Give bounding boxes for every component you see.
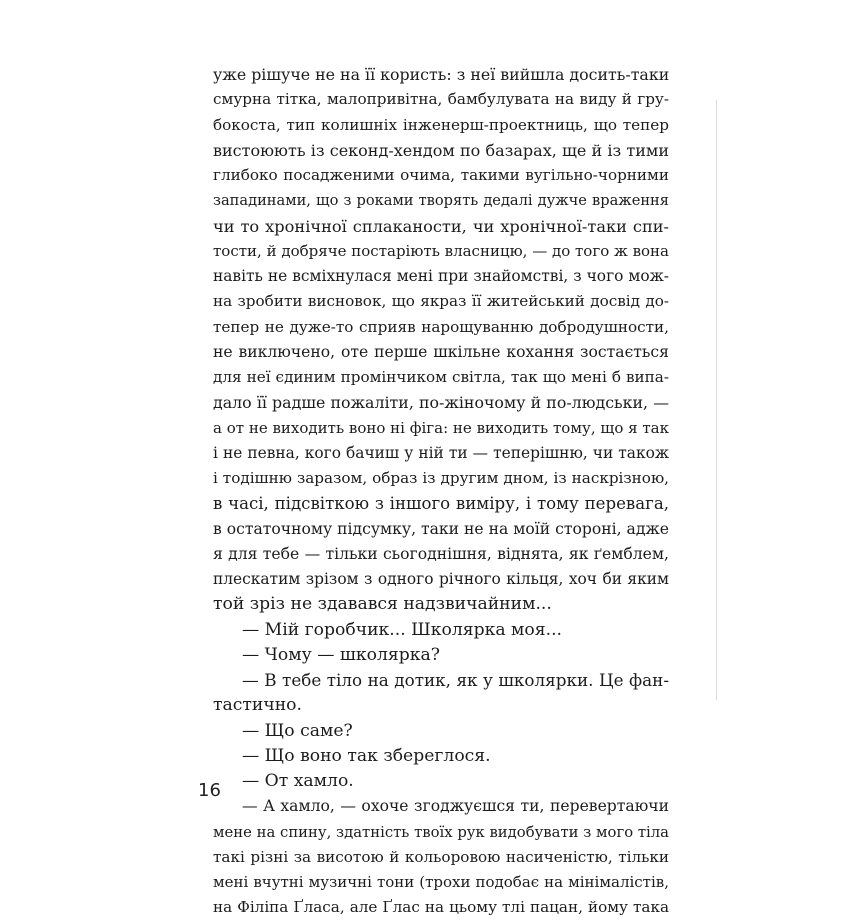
text-line: такі різні за висотою й кольоровою насиченістю, тільки (213, 847, 669, 866)
text-line: в часі, підсвіткою з іншого виміру, і тому перевага, (213, 494, 669, 514)
text-line: мені вчутні музичні тони (трохи подобає на мінімалістів, (213, 873, 669, 891)
text-line: я для тебе — тільки сьогоднішня, віднята, як ґемблем, (213, 544, 669, 563)
dialogue-line: — Чому — школярка? (242, 644, 440, 665)
text-line: і не певна, кого бачиш у ній ти — теперішню, чи також (213, 443, 669, 462)
text-line: для неї єдиним промінчиком світла, так що мені б випа- (213, 368, 669, 386)
dialogue-line: — От хамло. (242, 771, 354, 791)
text-line: уже рішуче не на її користь: з неї вийшла досить-таки (213, 65, 669, 84)
text-line: дало її радше пожаліти, по-жіночому й по-людськи, — (213, 393, 669, 413)
dialogue-line: — Мій горобчик... Школярка моя... (242, 619, 562, 640)
text-line: тепер не дуже-то сприяв нарощуванню добродушности, (213, 317, 669, 336)
text-line: а от не виходить воно ні фіга: не виходить тому, що я так (213, 418, 669, 437)
text-line: навіть не всміхнулася мені при знайомстві, з чого мож- (213, 267, 669, 285)
text-line: в остаточному підсумку, таки не на моїй стороні, адже (213, 519, 669, 538)
dialogue-line: — А хамло, — охоче згоджуєшся ти, перевертаючи (242, 797, 669, 816)
text-line: на зробити висновок, що якраз її житейський досвід до- (213, 292, 669, 311)
body-text (213, 62, 669, 921)
text-line: плескатим зрізом з одного річного кільця, хоч би яким (213, 570, 669, 588)
text-line: той зріз не здавався надзвичайним... (213, 594, 552, 615)
text-line: бокоста, тип колишніх інженерш-проектниць, що тепер (213, 115, 669, 134)
text-line: тастично. (213, 695, 302, 716)
text-line: тости, й добряче постаріють власницю, — до того ж вона (213, 241, 669, 260)
text-line: вистоюють із секонд-хендом по базарах, ще й із тими (213, 140, 669, 160)
scan-gutter-line (716, 100, 717, 700)
dialogue-line: — В тебе тіло на дотик, як у школярки. Це фан- (242, 670, 669, 690)
text-line: западинами, що з роками творять дедалі дужче враження (213, 192, 669, 210)
dialogue-line: — Що воно так збереглося. (242, 745, 491, 766)
text-line: на Філіпа Ґласа, але Ґлас на цьому тлі пацан, йому така (213, 898, 669, 917)
text-line: мене на спину, здатність твоїх рук видобувати з мого тіла (213, 823, 669, 841)
text-line: не виключено, оте перше шкільне кохання зостається (213, 342, 669, 361)
text-line: смурна тітка, малопривітна, бамбулувата на виду й гру- (213, 90, 669, 109)
text-line: і тодішню заразом, образ із другим дном, із наскрізною, (213, 469, 669, 487)
page-number: 16 (198, 780, 221, 801)
text-line: глибоко посадженими очима, такими вугільно-чорними (213, 166, 669, 184)
text-line: чи то хронічної сплаканости, чи хронічної-таки спи- (213, 216, 669, 236)
dialogue-line: — Що саме? (242, 720, 353, 741)
